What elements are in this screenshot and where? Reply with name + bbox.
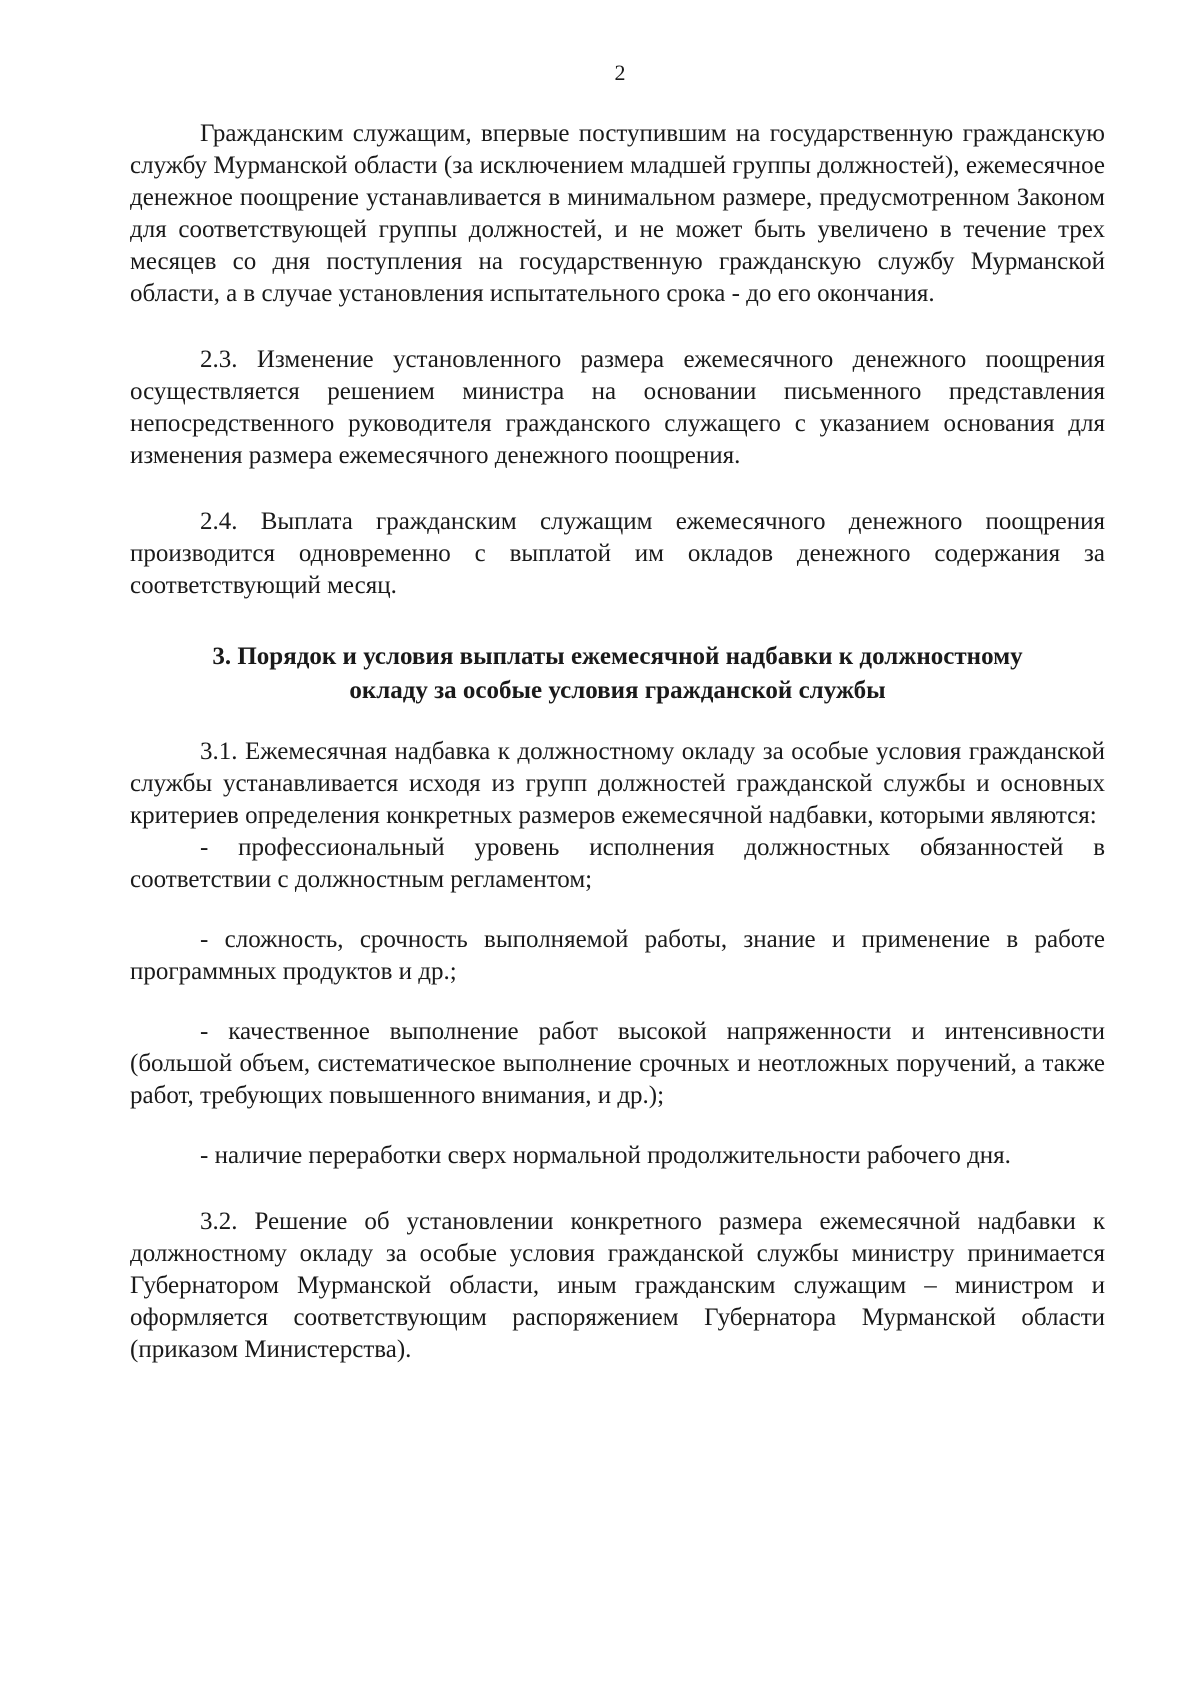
paragraph-2-3: 2.3. Изменение установленного размера ежемесячного денежного поощрения осуществляется решением министра на основании письменного представления непосредственного руководителя гражданского служащего с указанием основания для изменения размера ежемесячного денежного поощрения. bbox=[130, 346, 1105, 469]
paragraph-3-2: 3.2. Решение об установлении конкретного размера ежемесячной надбавки к должностному окладу за особые условия гражданской службы министру принимается Губернатором Мурманской области, иным гражданским служащим – министром и оформляется соответствующим распоряжением Губернатора Мурманской области (приказом Министерства). bbox=[130, 1208, 1105, 1363]
paragraph-3-1-item-c: - качественное выполнение работ высокой напряженности и интенсивности (большой объем, систематическое выполнение срочных и неотложных поручений, а также работ, требующих повышенного внимания, и др.); bbox=[130, 1018, 1105, 1109]
page-number: 2 bbox=[614, 60, 626, 85]
section-3-heading-line1: 3. Порядок и условия выплаты ежемесячной надбавки к должностному bbox=[212, 643, 1023, 670]
paragraph-3-1-item-d: - наличие переработки сверх нормальной продолжительности рабочего дня. bbox=[200, 1142, 1011, 1169]
paragraph-3-1-item-b: - сложность, срочность выполняемой работы, знание и применение в работе программных продуктов и др.; bbox=[130, 926, 1105, 985]
section-3-heading bbox=[130, 640, 1105, 708]
paragraph-3-1: 3.1. Ежемесячная надбавка к должностному окладу за особые условия гражданской службы устанавливается исходя из групп должностей гражданской службы и основных критериев определения конкретных размеров ежемесячной надбавки, которыми являются: bbox=[130, 738, 1105, 829]
paragraph-intro: Гражданским служащим, впервые поступившим на государственную гражданскую службу Мурманской области (за исключением младшей группы должностей), ежемесячное денежное поощрение устанавливается в минимальном размере, предусмотренном Законом для соответствующей группы должностей, и не может быть увеличено в течение трех месяцев со дня поступления на государственную гражданскую службу Мурманской области, а в случае установления испытательного срока - до его окончания. bbox=[130, 120, 1105, 307]
paragraph-3-1-item-a: - профессиональный уровень исполнения должностных обязанностей в соответствии с должностным регламентом; bbox=[130, 834, 1105, 893]
document-body bbox=[130, 118, 1105, 1366]
paragraph-2-4: 2.4. Выплата гражданским служащим ежемесячного денежного поощрения производится одновременно с выплатой им окладов денежного содержания за соответствующий месяц. bbox=[130, 508, 1105, 599]
section-3-heading-line2: окладу за особые условия гражданской службы bbox=[349, 677, 886, 704]
